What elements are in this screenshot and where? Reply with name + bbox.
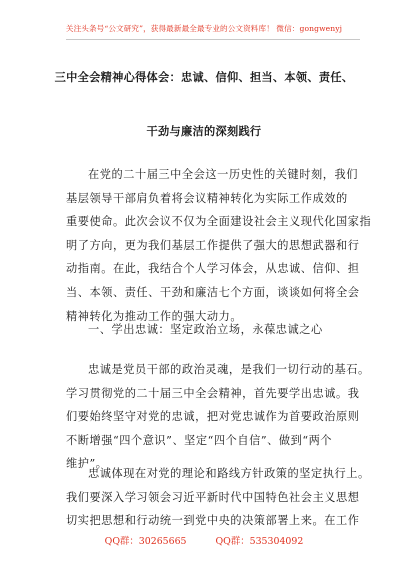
paragraph-line: 重要使命。此次会议不仅为全面建设社会主义现代化国家指 (66, 215, 372, 229)
section-heading: 一、学出忠诚：坚定政治立场，永葆忠诚之心 (88, 323, 323, 336)
paragraph-line: 维护”。 (66, 457, 108, 471)
footer-qq-group-2: QQ群：535304092 (215, 536, 304, 547)
header-divider (66, 39, 360, 40)
paragraph-line: 不断增强“四个意识”、坚定“四个自信”、做到“两个 (66, 433, 333, 447)
section-heading-loyalty (66, 318, 348, 342)
paragraph-line: 我们要深入学习领会习近平新时代中国特色社会主义思想 (66, 490, 360, 504)
paragraph-line: 在党的二十届三中全会这一历史性的关键时刻，我们 (88, 168, 358, 181)
paragraph-line: 当、本领、责任、干劲和廉洁七个方面，谈谈如何将全会 (66, 285, 360, 299)
footer-contact (0, 533, 408, 547)
paragraph-line: 学习贯彻党的二十届三中全会精神，首先要学出忠诚。我 (66, 386, 360, 400)
header-banner: 关注头条号“公文研究”，获得最新最全最专业的公文资料库！ 微信：gongwenyj (65, 24, 343, 33)
paragraph-line: 忠诚是党员干部的政治灵魂，是我们一切行动的基石。 (88, 363, 370, 376)
paragraph-line: 基层领导干部肩负着将会议精神转化为实际工作成效的 (66, 191, 348, 205)
document-title-line-1: 三中全会精神心得体会：忠诚、信仰、担当、本领、责任、 (54, 70, 354, 84)
paragraph-introduction (66, 163, 372, 328)
paragraph-loyalty-2 (66, 462, 370, 533)
paragraph-line: 明了方向，更为我们基层工作提供了强大的思想武器和行 (66, 238, 360, 252)
paragraph-line: 们要始终坚守对党的忠诚，把对党忠诚作为首要政治原则 (66, 410, 360, 424)
paragraph-line: 动指南。在此，我结合个人学习体会，从忠诚、信仰、担 (66, 262, 360, 276)
paragraph-line: 切实把思想和行动统一到党中央的决策部署上来。在工作 (66, 514, 360, 528)
footer-qq-group-1: QQ群：30265665 (104, 536, 187, 547)
document-title-line-2: 干劲与廉洁的深刻践行 (146, 124, 262, 138)
paragraph-line: 精神转化为推动工作的强大动力。 (66, 309, 243, 323)
paragraph-loyalty-1 (66, 358, 370, 476)
paragraph-line: 忠诚体现在对党的理论和路线方针政策的坚定执行上。 (88, 467, 370, 480)
